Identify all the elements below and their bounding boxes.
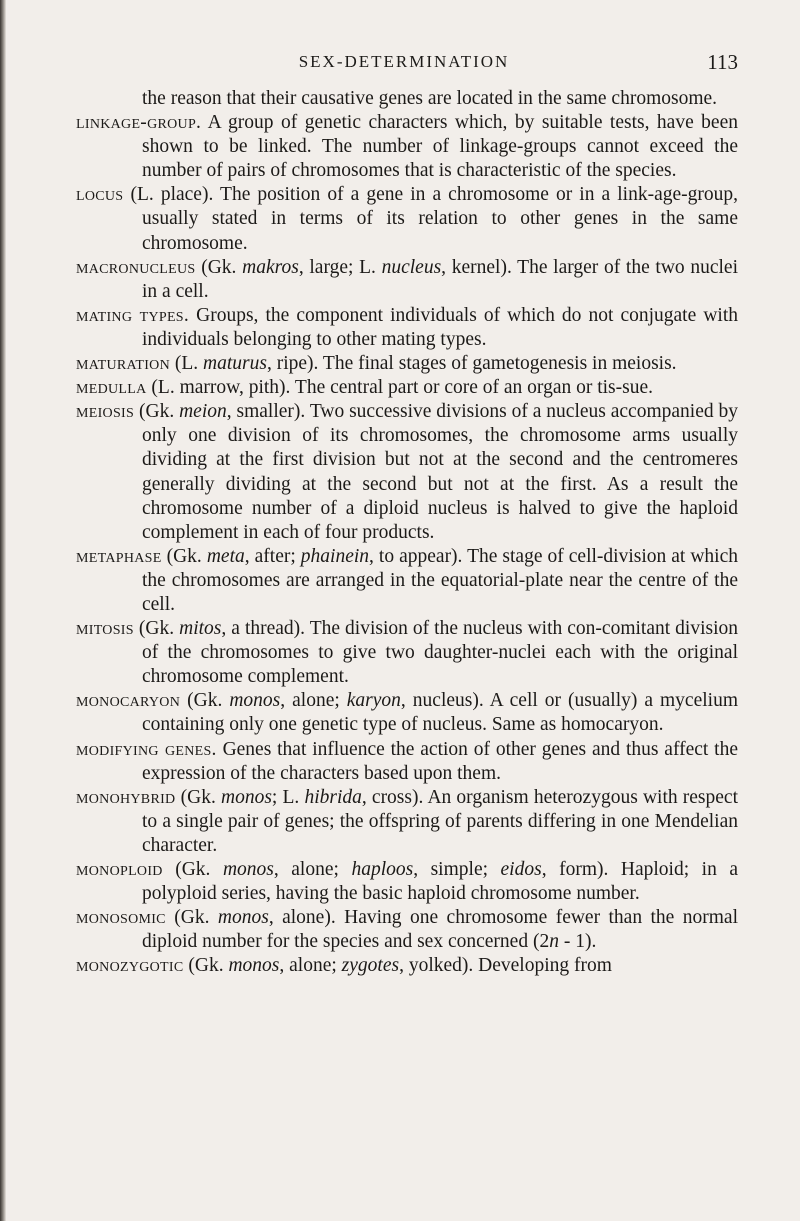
glossary-entry-monoploid: monoploid (Gk. monos, alone; haploos, simple; eidos, form). Haploid; in a polyploid series, having the basic haploid chromosome number. <box>76 859 738 905</box>
page-header <box>70 50 738 80</box>
term: maturation <box>76 353 170 375</box>
term: mitosis <box>76 618 134 640</box>
term: linkage-group. <box>76 112 202 134</box>
page-number: 113 <box>707 50 738 74</box>
running-head: SEX-DETERMINATION <box>298 52 510 71</box>
glossary-entry-mitosis: mitosis (Gk. mitos, a thread). The division of the nucleus with con-comitant division of the chromosomes to give two daughter-nuclei each with the original chromosome complement. <box>76 618 739 688</box>
page-binding-edge <box>0 0 6 1221</box>
glossary-entry-medulla: medulla (L. marrow, pith). The central part or core of an organ or tis-sue. <box>76 377 654 399</box>
glossary-entry-monozygotic: monozygotic (Gk. monos, alone; zygotes, yolked). Developing from <box>76 955 612 977</box>
glossary-entry-linkage-group: linkage-group. A group of genetic characters which, by suitable tests, have been shown to be linked. The number of linkage-groups cannot exceed the number of pairs of chromosomes that is characteristic of the species. <box>76 112 738 182</box>
glossary-entry-macronucleus: macronucleus (Gk. makros, large; L. nucleus, kernel). The larger of the two nuclei in a cell. <box>76 256 739 302</box>
term: monozygotic <box>76 955 184 977</box>
term: medulla <box>76 377 147 399</box>
glossary-body <box>76 87 738 978</box>
term: monohybrid <box>76 786 176 808</box>
glossary-entry-monohybrid: monohybrid (Gk. monos; L. hibrida, cross). An organism heterozygous with respect to a single pair of genes; the offspring of parents differing in one Mendelian character. <box>76 786 738 856</box>
glossary-entry-meiosis: meiosis (Gk. meion, smaller). Two successive divisions of a nucleus accompanied by only one division of its chromosomes, the chromosome arms usually dividing at the first division but not at the second and the centromeres generally dividing at the second but not at the first. As a result the chromosome number of a diploid nucleus is halved to give the haploid complement in each of four products. <box>76 401 738 543</box>
glossary-entry-locus: locus (L. place). The position of a gene in a chromosome or in a link-age-group, usually stated in terms of its relation to other genes in the same chromosome. <box>76 184 738 254</box>
glossary-entry-modifying-genes: modifying genes. Genes that influence the action of other genes and thus affect the expression of the characters based upon them. <box>76 738 738 784</box>
term: locus <box>76 184 124 206</box>
term: macronucleus <box>76 256 196 278</box>
glossary-entry-mating-types: mating types. Groups, the component individuals of which do not conjugate with individuals belonging to other mating types. <box>76 304 738 350</box>
term: monosomic <box>76 907 166 929</box>
glossary-entry-continuation: the reason that their causative genes are located in the same chromosome. <box>142 88 718 109</box>
term: metaphase <box>76 545 162 567</box>
term: mating types. <box>76 304 190 326</box>
term: modifying genes. <box>76 738 217 760</box>
term: meiosis <box>76 401 135 423</box>
term: monocaryon <box>76 690 181 712</box>
term: monoploid <box>76 859 163 880</box>
glossary-entry-maturation: maturation (L. maturus, ripe). The final stages of gametogenesis in meiosis. <box>76 353 677 375</box>
glossary-entry-metaphase: metaphase (Gk. meta, after; phainein, to appear). The stage of cell-division at which the chromosomes are arranged in the equatorial-plate near the centre of the cell. <box>76 545 738 615</box>
glossary-entry-monosomic: monosomic (Gk. monos, alone). Having one chromosome fewer than the normal diploid number for the species and sex concerned (2n - 1). <box>76 907 738 953</box>
glossary-entry-monocaryon: monocaryon (Gk. monos, alone; karyon, nucleus). A cell or (usually) a mycelium containing only one genetic type of nucleus. Same as homocaryon. <box>76 690 738 736</box>
